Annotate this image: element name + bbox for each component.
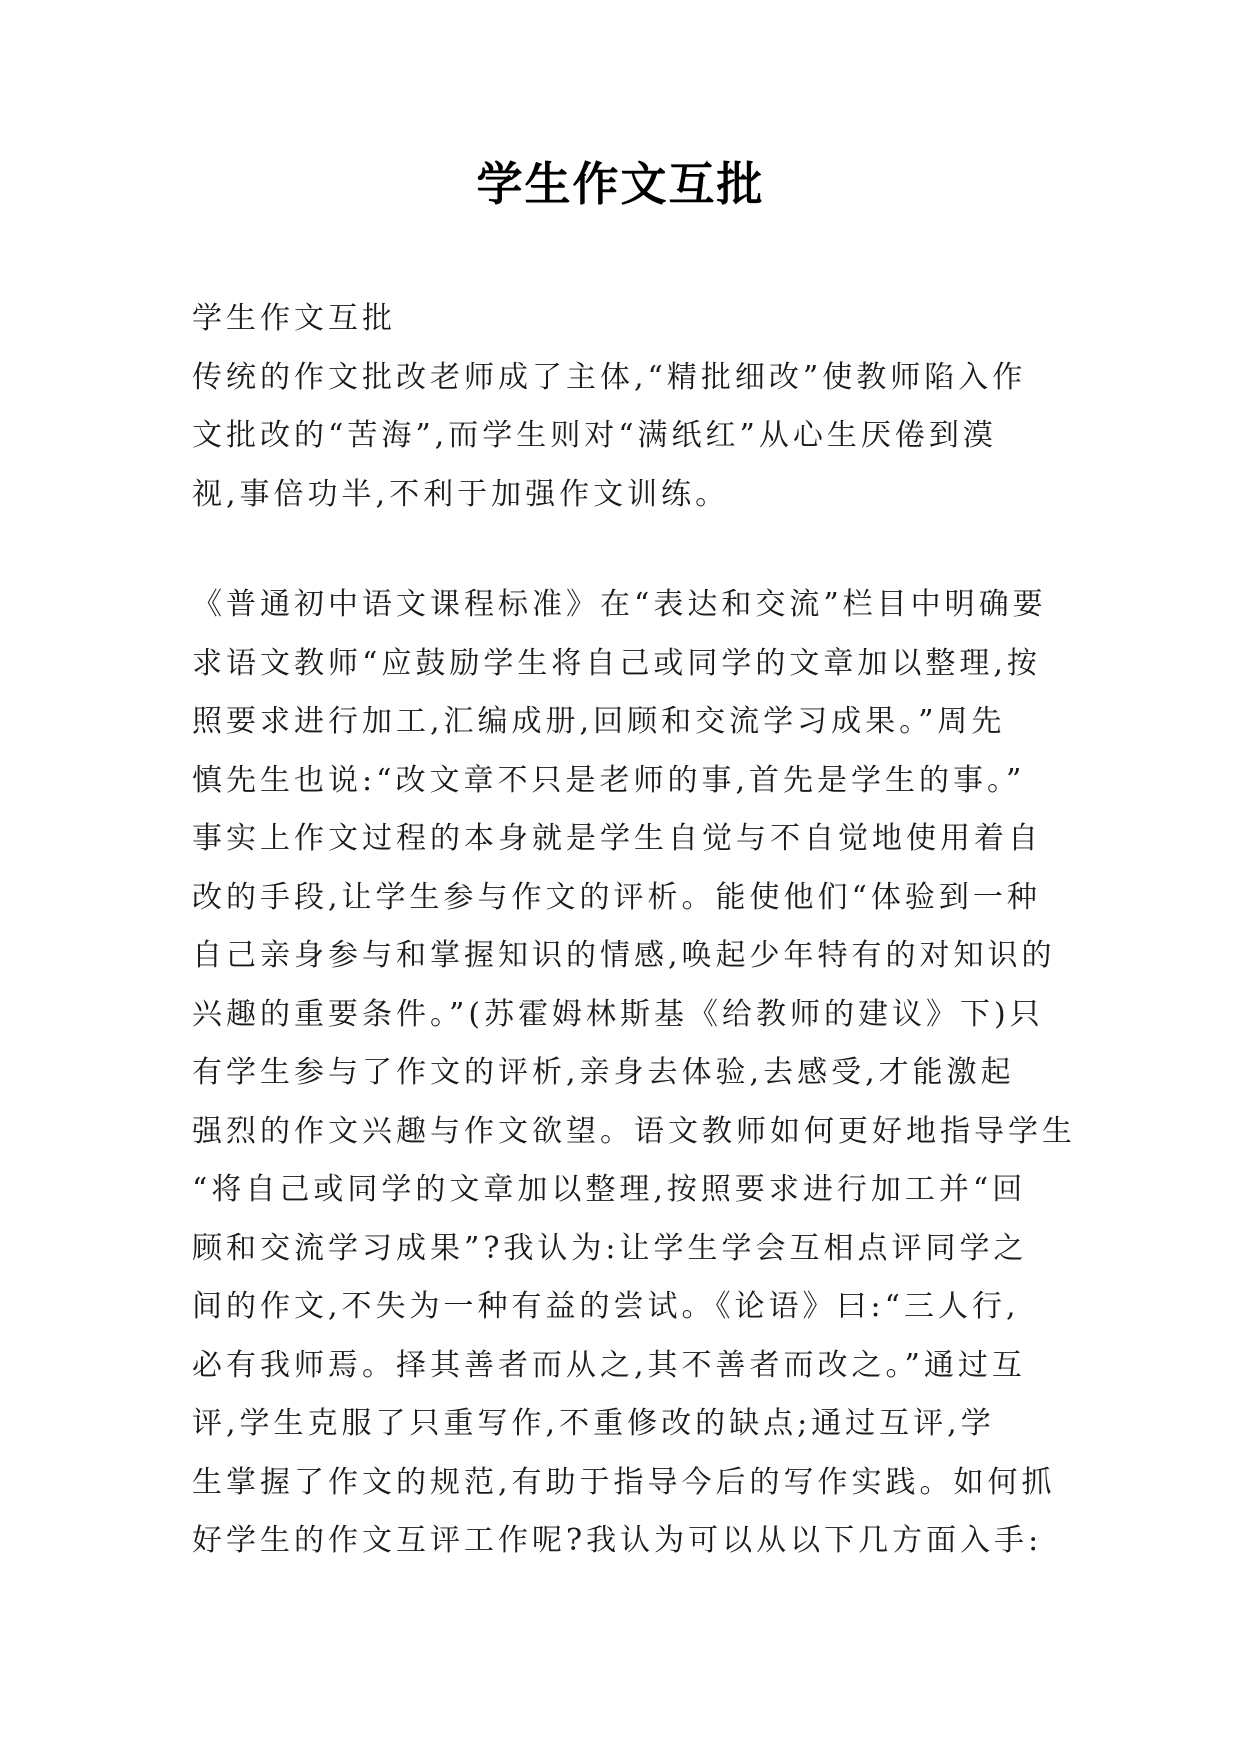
text-line: 自己亲身参与和掌握知识的情感,唤起少年特有的对知识的 — [192, 938, 1056, 973]
text-line: 必有我师焉。择其善者而从之,其不善者而改之。”通过互 — [192, 1347, 1026, 1383]
text-line: 评,学生克服了只重写作,不重修改的缺点;通过互评,学 — [192, 1406, 995, 1441]
text-line: 改的手段,让学生参与作文的评析。能使他们“体验到一种 — [192, 879, 1041, 915]
text-line: 有学生参与了作文的评析,亲身去体验,去感受,才能激起 — [192, 1055, 1015, 1090]
text-line: 间的作文,不失为一种有益的尝试。《论语》曰:“三人行, — [192, 1289, 1020, 1324]
text-line: 传统的作文批改老师成了主体,“精批细改”使教师陷入作 — [192, 359, 1027, 395]
text-line: 照要求进行加工,汇编成册,回顾和交流学习成果。”周先 — [192, 704, 1006, 739]
text-line: “将自己或同学的文章加以整理,按照要求进行加工并“回 — [192, 1172, 1027, 1207]
text-line: 慎先生也说:“改文章不只是老师的事,首先是学生的事。” — [192, 762, 1026, 798]
text-line: 视,事倍功半,不利于加强作文训练。 — [192, 476, 730, 512]
text-line: 事实上作文过程的本身就是学生自觉与不自觉地使用着自 — [192, 821, 1042, 856]
text-line: 生掌握了作文的规范,有助于指导今后的写作实践。如何抓 — [192, 1464, 1056, 1500]
text-line: 求语文教师“应鼓励学生将自己或同学的文章加以整理,按 — [192, 645, 1041, 681]
text-line: 学生作文互批 — [192, 301, 396, 336]
text-line: 顾和交流学习成果”?我认为:让学生学会互相点评同学之 — [192, 1230, 1028, 1266]
main-paragraph — [192, 576, 1076, 1571]
intro-paragraph — [192, 290, 1052, 524]
text-line: 兴趣的重要条件。”(苏霍姆林斯基《给教师的建议》下)只 — [192, 996, 1044, 1032]
document-title: 学生作文互批 — [476, 157, 765, 211]
text-line: 文批改的“苦海”,而学生则对“满纸红”从心生厌倦到漠 — [192, 418, 997, 453]
text-line: 《普通初中语文课程标准》在“表达和交流”栏目中明确要 — [192, 587, 1047, 622]
text-line: 强烈的作文兴趣与作文欲望。语文教师如何更好地指导学生 — [192, 1113, 1076, 1149]
text-line: 好学生的作文互评工作呢?我认为可以从以下几方面入手: — [192, 1523, 1043, 1558]
